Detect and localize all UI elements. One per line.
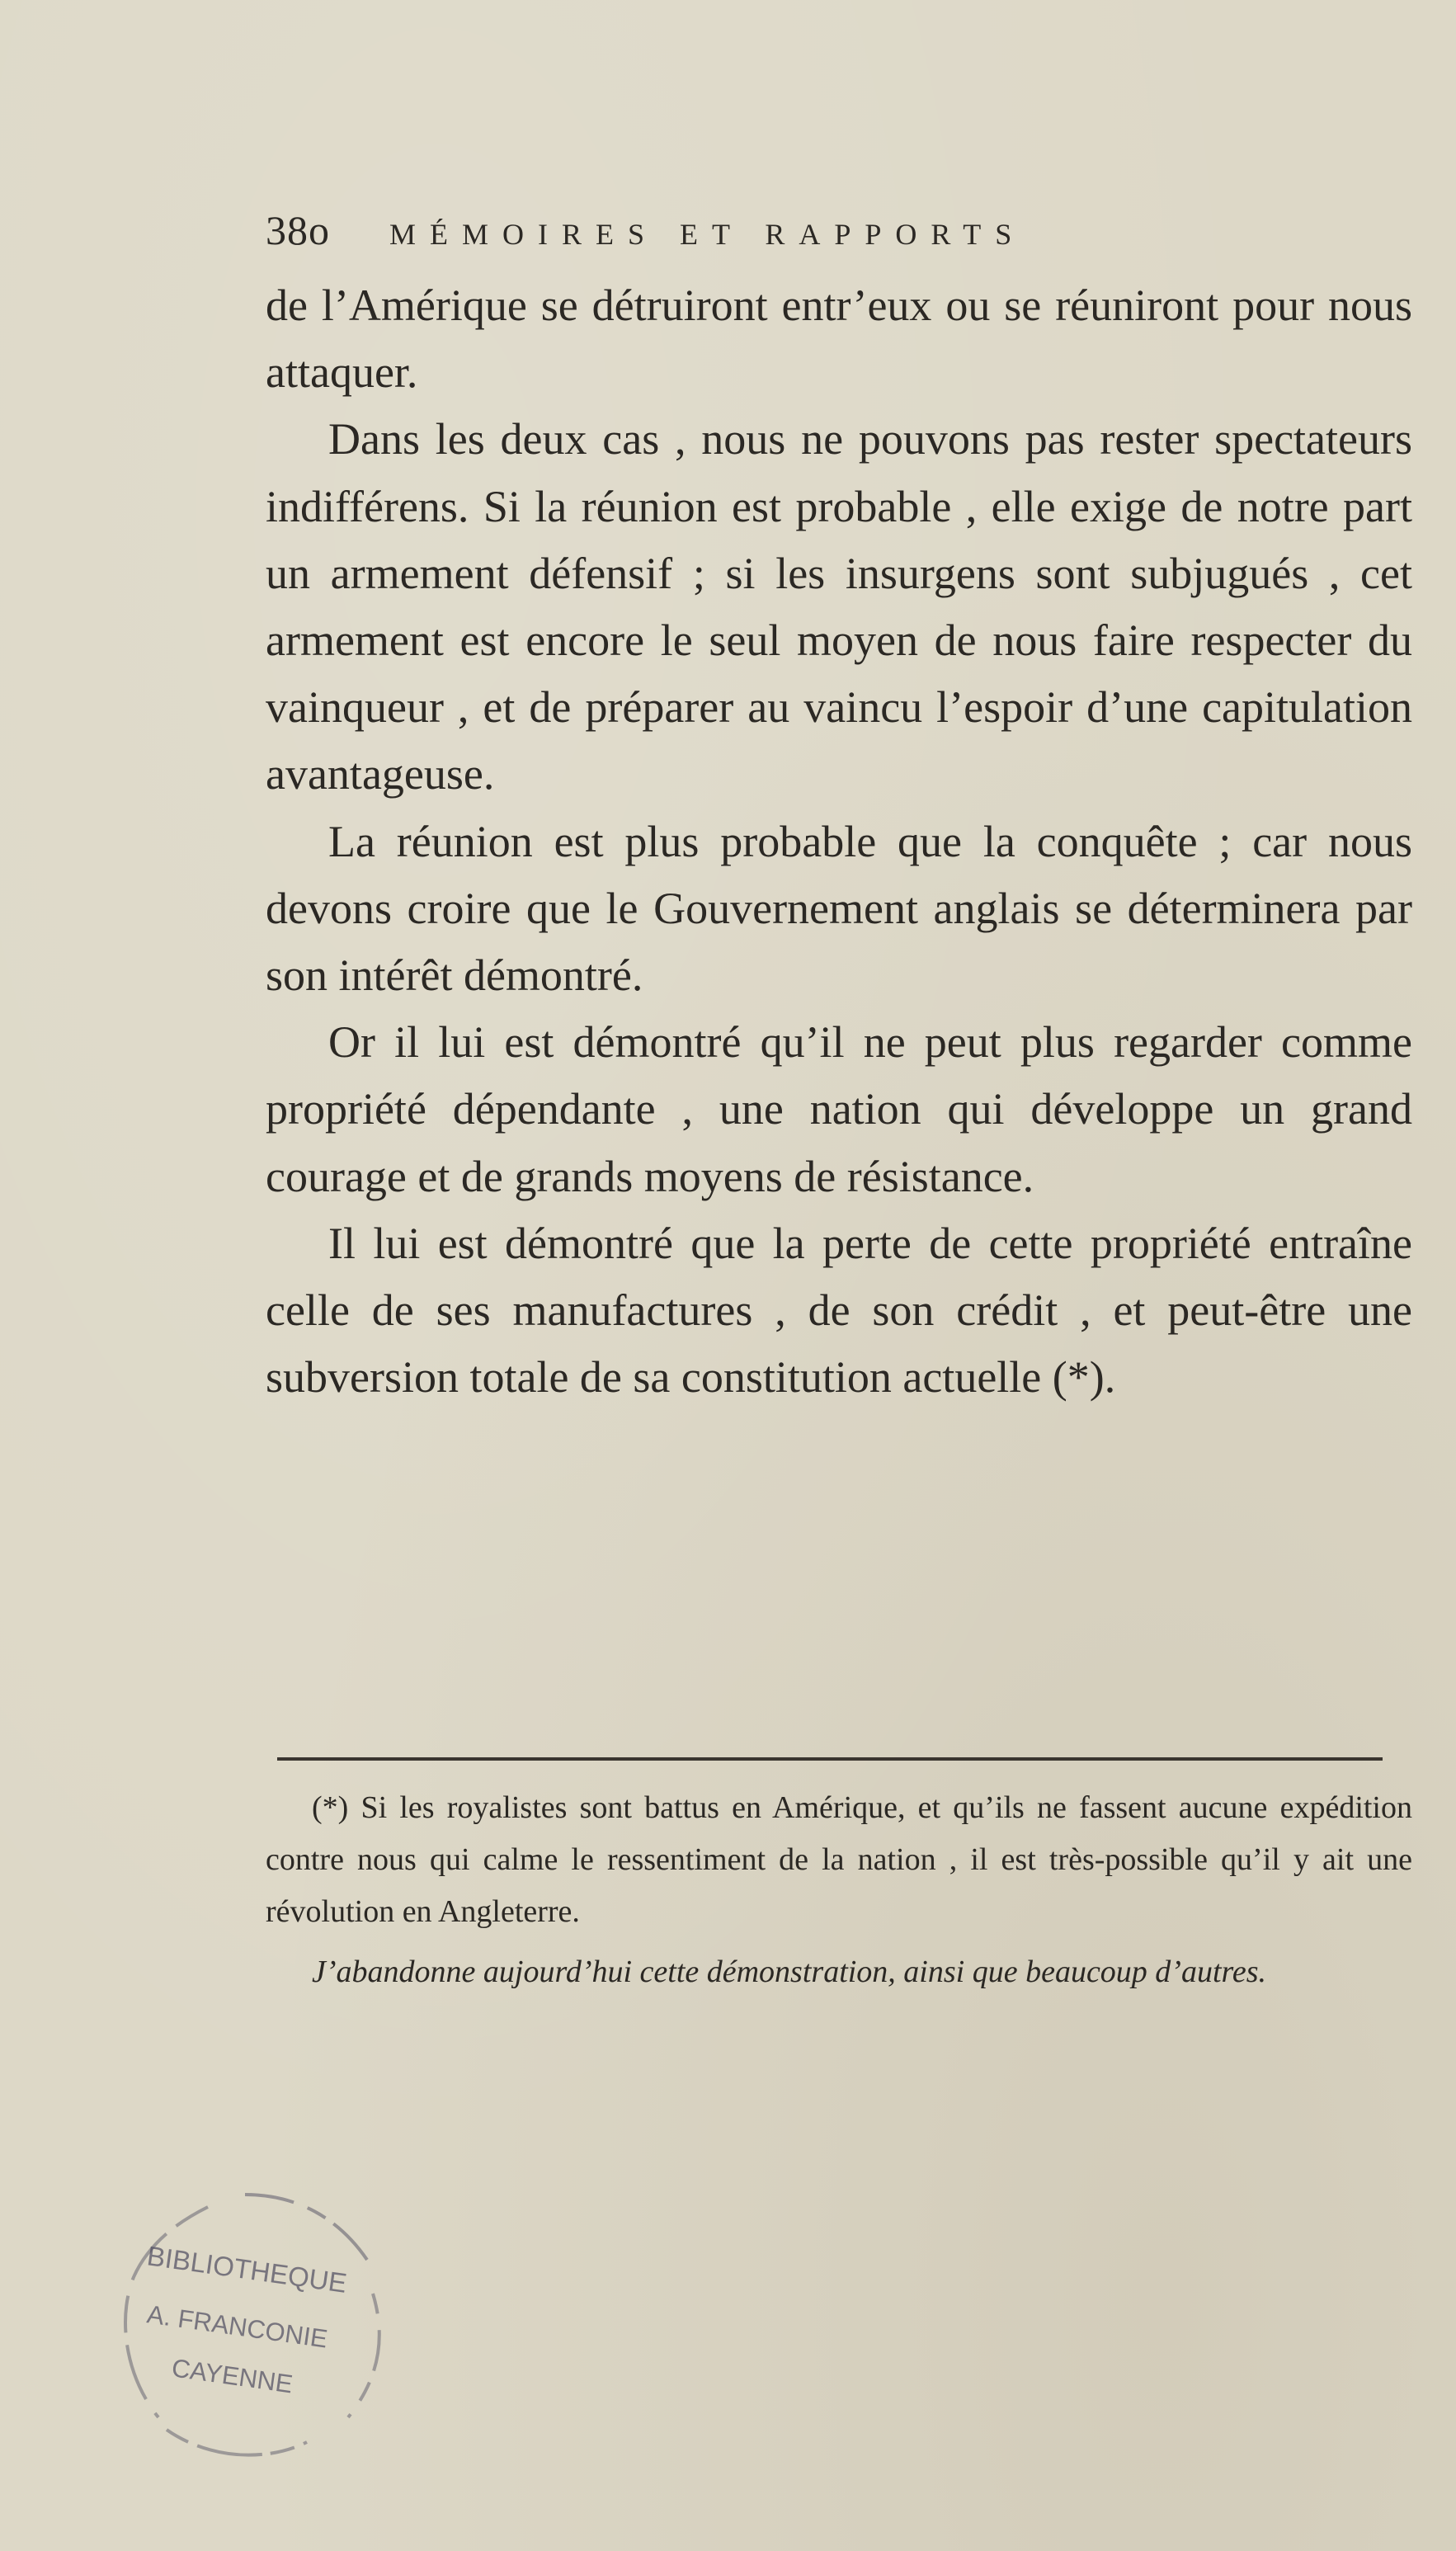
stamp-line-1: BIBLIOTHEQUE: [145, 2240, 349, 2299]
page-header: [266, 206, 1256, 264]
running-title: MÉMOIRES ET RAPPORTS: [389, 218, 1026, 251]
paragraph: Or il lui est démontré qu’il ne peut plus regarder comme propriété dépendante , une nation qui développe un grand courage et de grands moyens de résistance.: [266, 1017, 1412, 1201]
main-text: [266, 272, 1412, 1411]
page-number: 38o: [266, 207, 330, 253]
stamp-line-2: A. FRANCONIE: [145, 2299, 330, 2354]
paragraph: Il lui est démontré que la perte de cette propriété entraîne celle de ses manufactures , de son crédit , et peut-être une subversion totale de sa constitution actuelle (*).: [266, 1218, 1412, 1403]
paragraph: La réunion est plus probable que la conquête ; car nous devons croire que le Gouvernement anglais se déterminera par son intérêt démontré.: [266, 816, 1412, 1001]
stamp-line-3: CAYENNE: [170, 2353, 295, 2399]
library-stamp-icon: [101, 2170, 431, 2467]
paragraph: de l’Amérique se détruiront entr’eux ou se réuniront pour nous attaquer.: [266, 281, 1412, 398]
footnotes: [266, 1782, 1412, 1998]
footnote-separator: [277, 1757, 1383, 1761]
footnote-italic: J’abandonne aujourd’hui cette démonstration, ainsi que beaucoup d’autres.: [312, 1955, 1267, 1989]
footnote: (*) Si les royalistes sont battus en Amérique, et qu’ils ne fassent aucune expédition contre nous qui calme le ressentiment de la nation , il est très-possible qu’il y ait une révolution en Angleterre.: [266, 1790, 1412, 1929]
paragraph: Dans les deux cas , nous ne pouvons pas rester spectateurs indifférens. Si la réunion est probable , elle exige de notre part un armement défensif ; si les insurgens sont subjugués , cet armement est encore le seul moyen de nous faire respecter du vainqueur , et de préparer au vaincu l’espoir d’une capitulation avantageuse.: [266, 414, 1412, 799]
